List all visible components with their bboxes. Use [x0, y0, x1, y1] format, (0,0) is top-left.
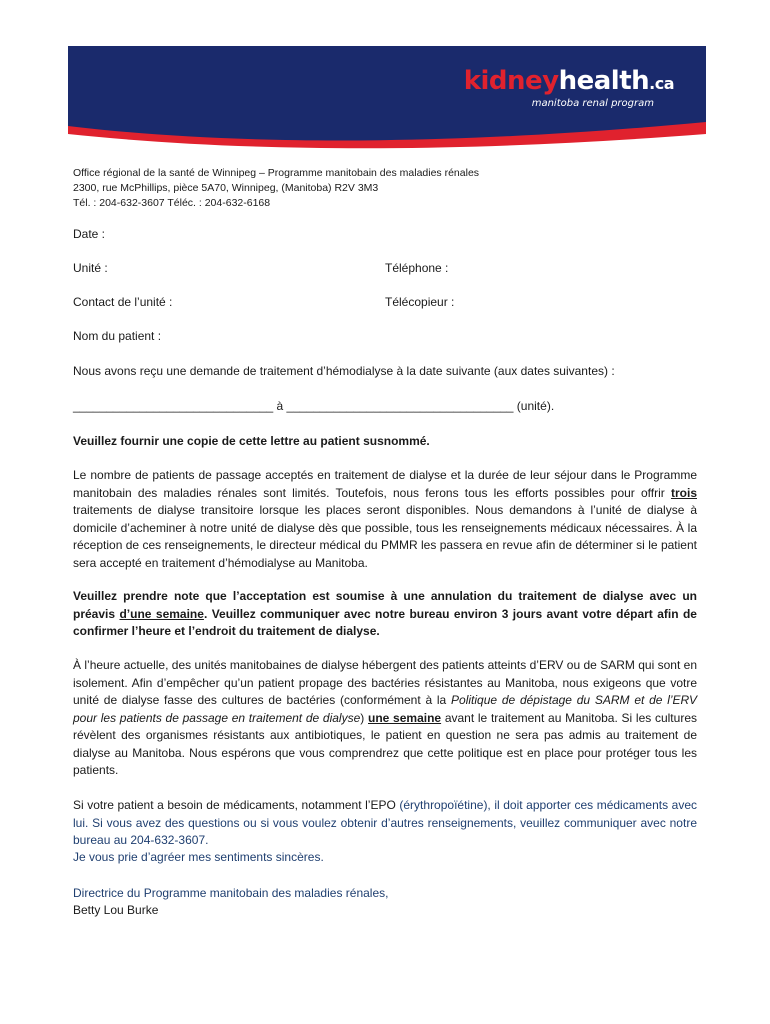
address-line-3: Tél. : 204-632-3607 Téléc. : 204-632-6168: [73, 197, 271, 209]
signature-title: Directrice du Programme manitobain des maladies rénales,: [73, 886, 389, 900]
date-unit-blank-line: ______________________________ à __________________________________ (unité).: [73, 399, 555, 413]
unit-label: Unité :: [73, 261, 108, 275]
paragraph-transient-treatments: [73, 467, 697, 572]
logo-ca: .ca: [649, 74, 674, 93]
logo-subtitle: manitoba renal program: [531, 98, 654, 109]
para3-text: À l’heure actuelle, des unités manitobaines de dialyse hébergent des patients atteints d’ERV ou de SARM qui sont en isolement. Afin d’empêcher qu’un patient propage des bactéries résistantes au Manitoba, nous exigeons que votre unité de dialyse fasse des cultures de bactéries (conformément à la: [73, 658, 697, 707]
paragraph-cancellation-notice: [73, 588, 697, 641]
para1-underlined: trois: [670, 485, 697, 500]
paragraph-screening-policy: [73, 657, 697, 780]
signature-name: Betty Lou Burke: [73, 903, 159, 917]
unit-contact-label: Contact de l’unité :: [73, 295, 173, 309]
telephone-label: Téléphone :: [385, 261, 449, 275]
patient-name-label: Nom du patient :: [73, 329, 162, 343]
closing-salutation: Je vous prie d’agréer mes sentiments sincères.: [73, 850, 324, 864]
para2-text: Veuillez prendre note que l’acceptation est soumise à une annulation du traitement de dialyse avec un préavis: [73, 589, 697, 621]
logo-health: health: [558, 66, 650, 96]
header-banner: [68, 46, 706, 154]
address-line-2: 2300, rue McPhillips, pièce 5A70, Winnipeg, (Manitoba) R2V 3M3: [73, 182, 379, 194]
instruction-bold: Veuillez fournir une copie de cette lettre au patient susnommé.: [73, 434, 430, 448]
office-address: [73, 166, 697, 211]
policy-title: Politique de dépistage du SARM et de l’ERV pour les patients de passage en traitement de dialyse: [73, 693, 697, 725]
para2-underlined: d’une semaine: [119, 606, 204, 621]
para1-text: Le nombre de patients de passage acceptés en traitement de dialyse et la durée de leur séjour dans le Programme manitobain des maladies rénales sont limités. Toutefois, nous ferons tous les efforts possibles pour offrir: [73, 468, 697, 500]
address-line-1: Office régional de la santé de Winnipeg – Programme manitobain des maladies rénales: [73, 167, 480, 179]
logo-kidney: kidney: [463, 66, 559, 96]
para2-text-end: . Veuillez communiquer avec notre bureau environ 3 jours avant votre départ afin de confirmer l’heure et l’endroit du traitement de dialyse.: [73, 606, 697, 638]
para3-underlined: une semaine: [368, 710, 442, 725]
para1-text-end: traitements de dialyse transitoire lorsque les places seront disponibles. Nous demandons à l’unité de dialyse à domicile d’acheminer à notre unité de dialyse dès que possible, tous les renseignements médicaux nécessaires. À la réception de ces renseignements, le directeur médical du PMMR les passera en revue afin de déterminer si le patient sera accepté en traitement d’hémodialyse au Manitoba.: [73, 503, 697, 570]
para3-text-end: avant le traitement au Manitoba. Si les cultures révèlent des organismes résistants aux antibiotiques, le patient en question ne sera pas admis au traitement de dialyse au Manitoba. Nous espérons que vous comprendrez que cette politique est en place pour protéger tous les patients.: [73, 710, 697, 777]
date-label: Date :: [73, 227, 106, 241]
para4-text: Si votre patient a besoin de médicaments, notamment l’EPO: [73, 798, 400, 812]
fax-label: Télécopieur :: [385, 295, 455, 309]
request-text: Nous avons reçu une demande de traitement d’hémodialyse à la date suivante (aux dates suivantes) :: [73, 364, 615, 378]
para4-text-blue: (érythropoïétine), il doit apporter ces médicaments avec lui. Si vous avez des questions ou si vous voulez obtenir d’autres renseignements, veuillez communiquer avec notre bureau au 204-632-3607.: [73, 798, 698, 847]
para3-middle: ): [360, 710, 368, 725]
kidneyhealth-logo: [464, 68, 674, 109]
paragraph-medications: [73, 797, 697, 850]
